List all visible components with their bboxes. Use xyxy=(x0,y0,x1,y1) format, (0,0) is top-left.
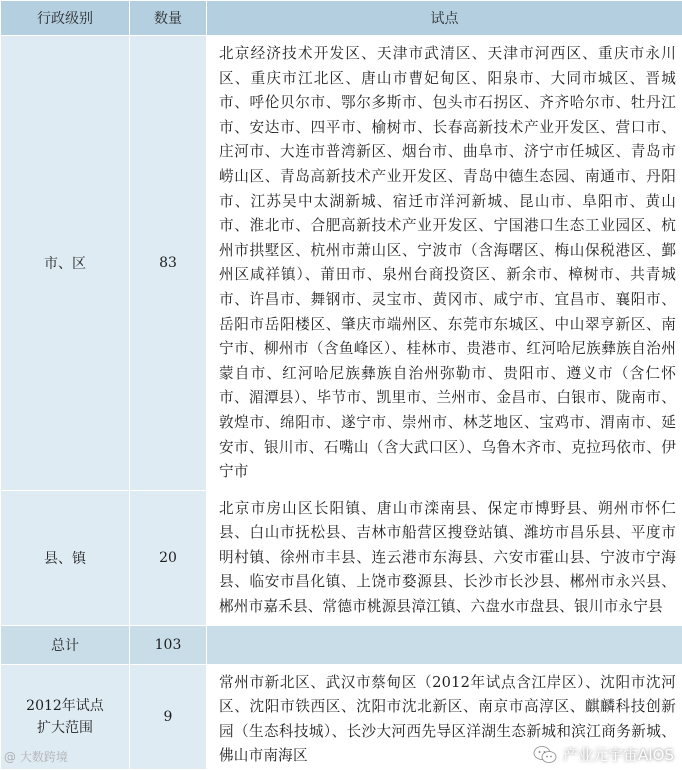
header-pilots: 试点 xyxy=(207,1,682,36)
expansion-count-cell: 9 xyxy=(130,664,207,769)
watermark-right xyxy=(533,744,674,765)
table-row xyxy=(1,490,682,625)
level-cell: 县、镇 xyxy=(1,490,130,625)
expansion-level-label: 2012年试点扩大范围 xyxy=(23,695,107,739)
table-header-row xyxy=(1,1,682,36)
expansion-pilots-cell: 常州市新北区、武汉市蔡甸区（2012年试点含江岸区）、沈阳市沈河区、沈阳市铁西区、沈阳市沈北新区、南京市高淳区、麒麟科技创新园（生态科技城）、长沙大河西先导区洋湖生态新城和滨江商务新城、佛山市南海区 xyxy=(207,664,682,769)
pilots-cell: 北京经济技术开发区、天津市武清区、天津市河西区、重庆市永川区、重庆市江北区、唐山市曹妃甸区、阳泉市、大同市城区、晋城市、呼伦贝尔市、鄂尔多斯市、包头市石拐区、齐齐哈尔市、牡丹江市、安达市、四平市、榆树市、长春高新技术产业开发区、营口市、庄河市、大连市普湾新区、烟台市、曲阜市、济宁市任城区、青岛市崂山区、青岛高新技术产业开发区、青岛中德生态园、南通市、丹阳市、江苏吴中太湖新城、宿迁市洋河新城、昆山市、阜阳市、黄山市、淮北市、合肥高新技术产业开发区、宁国港口生态工业园区、杭州市拱墅区、杭州市萧山区、宁波市（含海曙区、梅山保税港区、鄞州区咸祥镇）、莆田市、泉州台商投资区、新余市、樟树市、共青城市、许昌市、舞钢市、灵宝市、黄冈市、咸宁市、宜昌市、襄阳市、岳阳市岳阳楼区、肇庆市端州区、东莞市东城区、中山翠亨新区、南宁市、柳州市（含鱼峰区）、桂林市、贵港市、红河哈尼族彝族自治州蒙自市、红河哈尼族彝族自治州弥勒市、贵阳市、遵义市（含仁怀市、湄潭县）、毕节市、凯里市、兰州市、金昌市、白银市、陇南市、敦煌市、绵阳市、遂宁市、崇州市、林芝地区、宝鸡市、渭南市、延安市、银川市、石嘴山（含大武口区）、乌鲁木齐市、克拉玛依市、伊宁市 xyxy=(207,36,682,491)
count-cell: 83 xyxy=(130,36,207,491)
total-row xyxy=(1,625,682,664)
count-cell: 20 xyxy=(130,490,207,625)
watermark-left: @ 大数跨境 xyxy=(4,748,68,765)
total-pilots-cell xyxy=(207,625,682,664)
total-count: 103 xyxy=(130,625,207,664)
pilots-cell: 北京市房山区长阳镇、唐山市滦南县、保定市博野县、朔州市怀仁县、白山市抚松县、吉林市船营区搜登站镇、潍坊市昌乐县、平度市明村镇、徐州市丰县、连云港市东海县、六安市霍山县、宁波市宁海县、临安市昌化镇、上饶市婺源县、长沙市长沙县、郴州市永兴县、郴州市嘉禾县、常德市桃源县漳江镇、六盘水市盘县、银川市永宁县 xyxy=(207,490,682,625)
level-cell: 市、区 xyxy=(1,36,130,491)
table-row xyxy=(1,36,682,491)
watermark-right-text: 产业元宇宙AIOS xyxy=(563,744,674,765)
wechat-icon xyxy=(533,745,557,765)
total-label: 总计 xyxy=(1,625,130,664)
header-level: 行政级别 xyxy=(1,1,130,36)
header-count: 数量 xyxy=(130,1,207,36)
